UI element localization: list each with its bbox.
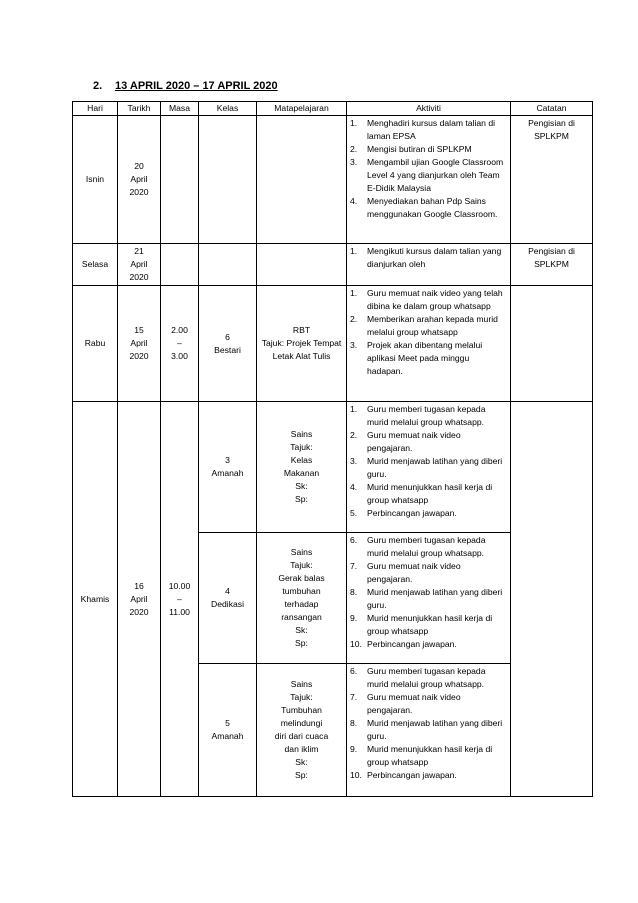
section-number: 2.: [93, 80, 103, 92]
aktiviti-cell: [347, 116, 511, 244]
kelas-name: Amanah: [211, 468, 244, 478]
tarikh-month: April: [130, 259, 148, 269]
aktiviti-number: 4.: [350, 196, 358, 206]
subject-line: Gerak balas: [278, 573, 325, 583]
aktiviti-cell: [347, 664, 511, 797]
aktiviti-text: Murid menunjukkan hasil kerja di group whatsapp: [367, 482, 493, 505]
aktiviti-text: Mengambil ujian Google Classroom Level 4 yang dianjurkan oleh Team E-Didik Malaysia: [367, 157, 504, 193]
subject-line: diri dari cuaca: [274, 731, 329, 741]
subject-line: Sp:: [295, 770, 308, 780]
masa-cell: [161, 116, 199, 244]
masa-dash: –: [177, 593, 182, 604]
aktiviti-item: [350, 429, 507, 455]
aktiviti-text: Perbincangan jawapan.: [367, 639, 457, 649]
masa-cell: [161, 402, 199, 797]
aktiviti-text: Guru memuat naik video pengajaran.: [367, 430, 461, 453]
aktiviti-text: Projek akan dibentang melalui aplikasi Meet pada minggu hadapan.: [367, 340, 483, 376]
subject-topic: Tajuk: Projek Tempat Letak Alat Tulis: [261, 338, 342, 361]
aktiviti-number: 2.: [350, 314, 358, 324]
aktiviti-text: Menyediakan bahan Pdp Sains menggunakan Google Classroom.: [367, 196, 498, 219]
aktiviti-item: [350, 156, 507, 195]
tarikh-year: 2020: [129, 351, 149, 361]
matapelajaran-cell: [257, 664, 347, 797]
aktiviti-item: [350, 339, 507, 378]
subject-line: Sp:: [295, 638, 308, 648]
tarikh-month: April: [130, 338, 148, 348]
aktiviti-cell: [347, 244, 511, 286]
col-masa: Masa: [161, 102, 199, 116]
masa-dash: –: [177, 338, 182, 348]
col-aktiviti: Aktiviti: [347, 102, 511, 116]
row-rabu: [73, 286, 593, 402]
kelas-year: 3: [225, 455, 230, 465]
tarikh-day: 16: [134, 580, 144, 591]
aktiviti-list: [350, 403, 507, 520]
subject-line: ransangan: [281, 612, 322, 622]
subject-line: Tajuk:: [290, 560, 313, 570]
kelas-cell: [199, 244, 257, 286]
subject-line: tumbuhan: [282, 586, 321, 596]
aktiviti-text: Perbincangan jawapan.: [367, 508, 457, 518]
subject-line: Sains: [290, 429, 313, 439]
matapelajaran-cell: [257, 286, 347, 402]
tarikh-year: 2020: [129, 187, 149, 197]
aktiviti-item: [350, 195, 507, 221]
aktiviti-item: [350, 560, 507, 586]
aktiviti-text: Murid menunjukkan hasil kerja di group whatsapp: [367, 744, 493, 767]
subject-line: terhadap: [284, 599, 319, 609]
kelas-year: 4: [225, 586, 230, 596]
aktiviti-text: Guru memuat naik video yang telah dibina ke dalam group whatsapp: [367, 288, 503, 311]
aktiviti-list: [350, 534, 507, 651]
subject-line: Sains: [290, 547, 313, 557]
tarikh-cell: [118, 402, 161, 797]
aktiviti-item: [350, 638, 507, 651]
aktiviti-number: 9.: [350, 744, 358, 754]
aktiviti-number: 3.: [350, 157, 358, 167]
row-selasa: [73, 244, 593, 286]
hari-cell: Selasa: [73, 244, 118, 286]
aktiviti-item: [350, 717, 507, 743]
kelas-cell: [199, 533, 257, 664]
aktiviti-number: 10.: [350, 639, 362, 649]
subject-line: Tajuk:: [290, 692, 313, 702]
tarikh-cell: [118, 244, 161, 286]
subject-line: Sk:: [295, 625, 308, 635]
masa-cell: [161, 286, 199, 402]
tarikh-day: 21: [134, 246, 144, 256]
aktiviti-item: [350, 691, 507, 717]
aktiviti-number: 7.: [350, 561, 358, 571]
subject-line: Sains: [290, 679, 313, 689]
kelas-year: 5: [225, 718, 230, 728]
aktiviti-item: [350, 586, 507, 612]
matapelajaran-cell: [257, 244, 347, 286]
subject-line: Sp:: [295, 494, 308, 504]
aktiviti-text: Mengisi butiran di SPLKPM: [367, 144, 472, 154]
aktiviti-text: Murid menunjukkan hasil kerja di group whatsapp: [367, 613, 493, 636]
kelas-name: Dedikasi: [211, 599, 244, 609]
aktiviti-item: [350, 245, 507, 271]
tarikh-cell: [118, 116, 161, 244]
masa-end: 11.00: [169, 606, 190, 617]
catatan-cell: [511, 402, 593, 797]
aktiviti-item: [350, 481, 507, 507]
aktiviti-number: 7.: [350, 692, 358, 702]
tarikh-year: 2020: [129, 606, 149, 617]
col-hari: Hari: [73, 102, 118, 116]
section-title: 13 APRIL 2020 – 17 APRIL 2020: [115, 80, 278, 92]
aktiviti-item: [350, 287, 507, 313]
matapelajaran-cell: [257, 402, 347, 533]
subject-name: RBT: [292, 325, 311, 335]
hari-cell: Isnin: [73, 116, 118, 244]
aktiviti-item: [350, 143, 507, 156]
aktiviti-item: [350, 455, 507, 481]
aktiviti-text: Perbincangan jawapan.: [367, 770, 457, 780]
section-heading: [93, 80, 278, 92]
col-kelas: Kelas: [199, 102, 257, 116]
tarikh-cell: [118, 286, 161, 402]
aktiviti-number: 4.: [350, 482, 358, 492]
aktiviti-number: 9.: [350, 613, 358, 623]
subject-line: Tumbuhan: [281, 705, 322, 715]
aktiviti-cell: [347, 286, 511, 402]
subject-line: Kelas: [290, 455, 313, 465]
subject-line: Tajuk:: [290, 442, 313, 452]
aktiviti-number: 1.: [350, 118, 358, 128]
aktiviti-text: Murid menjawab latihan yang diberi guru.: [367, 718, 503, 741]
masa-start: 10.00: [168, 580, 191, 591]
aktiviti-text: Guru memuat naik video pengajaran.: [367, 561, 461, 584]
aktiviti-number: 6.: [350, 666, 358, 676]
aktiviti-text: Guru memberi tugasan kepada murid melalui group whatsapp.: [367, 404, 486, 427]
row-khamis-1: [73, 402, 593, 533]
aktiviti-item: [350, 507, 507, 520]
kelas-cell: [199, 664, 257, 797]
col-tarikh: Tarikh: [118, 102, 161, 116]
tarikh-year: 2020: [129, 272, 149, 282]
aktiviti-number: 2.: [350, 430, 358, 440]
aktiviti-number: 10.: [350, 770, 362, 780]
aktiviti-item: [350, 612, 507, 638]
kelas-cell: [199, 116, 257, 244]
aktiviti-number: 1.: [350, 246, 358, 256]
catatan-cell: Pengisian di SPLKPM: [511, 244, 593, 286]
aktiviti-item: [350, 534, 507, 560]
tarikh-month: April: [130, 593, 148, 604]
aktiviti-item: [350, 743, 507, 769]
aktiviti-number: 8.: [350, 587, 358, 597]
hari-cell: Khamis: [73, 402, 118, 797]
kelas-year: 6: [225, 331, 230, 342]
aktiviti-item: [350, 313, 507, 339]
aktiviti-number: 5.: [350, 508, 358, 518]
aktiviti-item: [350, 117, 507, 143]
masa-cell: [161, 244, 199, 286]
aktiviti-list: [350, 287, 507, 378]
col-matapelajaran: Matapelajaran: [257, 102, 347, 116]
kelas-cell: [199, 286, 257, 402]
aktiviti-cell: [347, 533, 511, 664]
aktiviti-cell: [347, 402, 511, 533]
aktiviti-number: 6.: [350, 535, 358, 545]
aktiviti-text: Murid menjawab latihan yang diberi guru.: [367, 456, 503, 479]
aktiviti-number: 3.: [350, 456, 358, 466]
aktiviti-text: Guru memuat naik video pengajaran.: [367, 692, 461, 715]
aktiviti-text: Guru memberi tugasan kepada murid melalui group whatsapp.: [367, 535, 486, 558]
aktiviti-number: 2.: [350, 144, 358, 154]
aktiviti-text: Memberikan arahan kepada murid melalui group whatsapp: [367, 314, 498, 337]
catatan-cell: Pengisian di SPLKPM: [511, 116, 593, 244]
subject-line: dan iklim: [284, 744, 319, 754]
subject-line: Sk:: [295, 757, 308, 767]
aktiviti-text: Mengikuti kursus dalam talian yang dianjurkan oleh: [367, 246, 502, 269]
aktiviti-item: [350, 665, 507, 691]
row-isnin: [73, 116, 593, 244]
aktiviti-text: Murid menjawab latihan yang diberi guru.: [367, 587, 503, 610]
matapelajaran-cell: [257, 533, 347, 664]
aktiviti-number: 8.: [350, 718, 358, 728]
tarikh-month: April: [130, 174, 148, 184]
masa-start: 2.00: [171, 325, 188, 335]
tarikh-day: 15: [134, 325, 144, 335]
aktiviti-text: Menghadiri kursus dalam talian di laman EPSA: [367, 118, 496, 141]
hari-cell: Rabu: [73, 286, 118, 402]
col-catatan: Catatan: [511, 102, 593, 116]
kelas-name: Amanah: [211, 731, 244, 741]
header-row: [73, 102, 593, 116]
aktiviti-list: [350, 117, 507, 221]
aktiviti-list: [350, 245, 507, 271]
schedule-table: [72, 101, 593, 797]
matapelajaran-cell: [257, 116, 347, 244]
aktiviti-text: Guru memberi tugasan kepada murid melalui group whatsapp.: [367, 666, 486, 689]
kelas-cell: [199, 402, 257, 533]
aktiviti-number: 3.: [350, 340, 358, 350]
tarikh-day: 20: [134, 161, 144, 171]
subject-line: Sk:: [295, 481, 308, 491]
aktiviti-number: 1.: [350, 404, 358, 414]
aktiviti-item: [350, 769, 507, 782]
aktiviti-number: 1.: [350, 288, 358, 298]
subject-line: melindungi: [280, 718, 323, 728]
masa-end: 3.00: [171, 351, 188, 361]
aktiviti-list: [350, 665, 507, 782]
aktiviti-item: [350, 403, 507, 429]
subject-line: Makanan: [283, 468, 320, 478]
catatan-cell: [511, 286, 593, 402]
kelas-name: Bestari: [214, 344, 241, 355]
